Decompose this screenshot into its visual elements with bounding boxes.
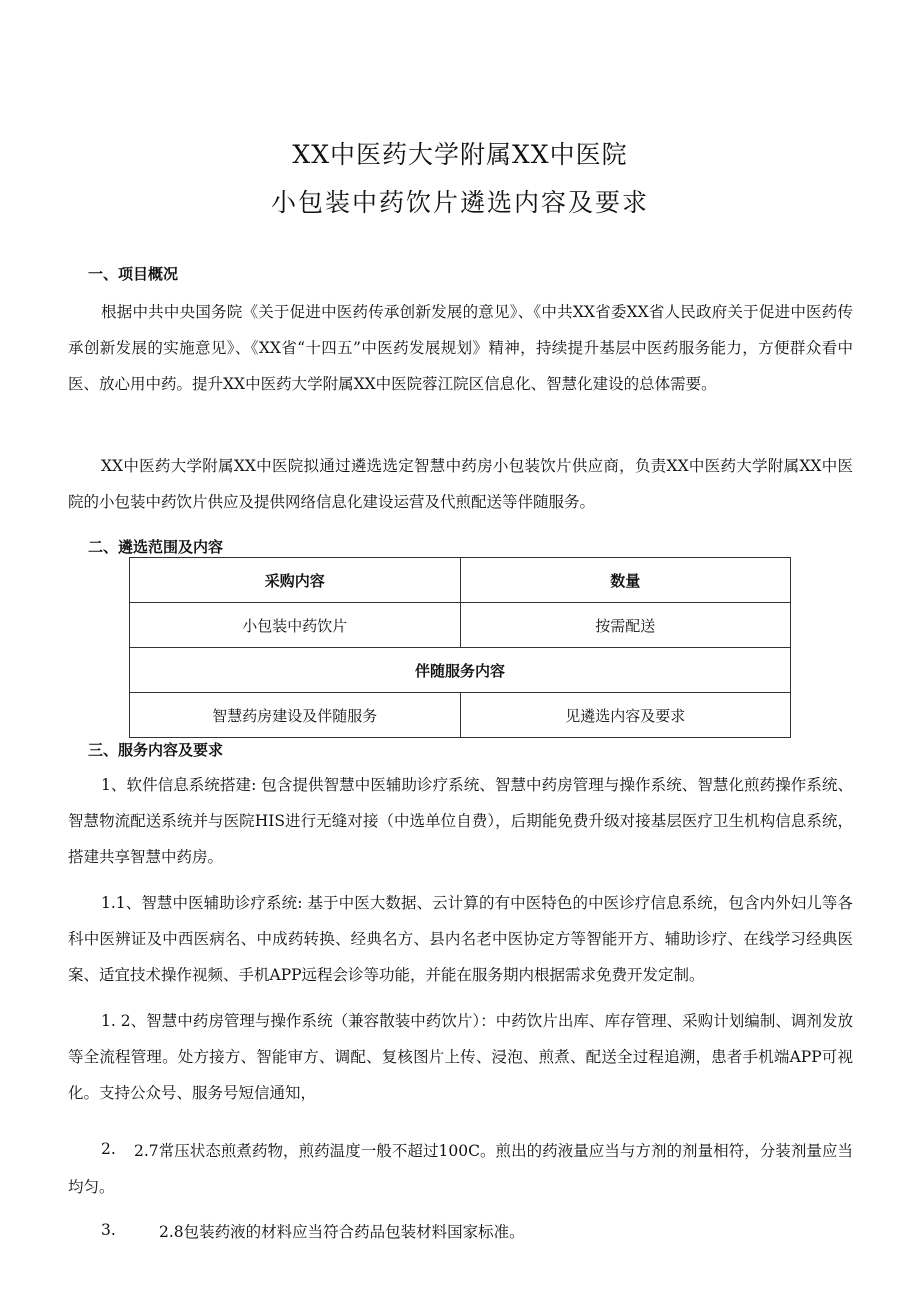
document-title-line2: 小包装中药饮片遴选内容及要求 — [270, 188, 649, 217]
table-header-service: 伴随服务内容 — [130, 648, 791, 693]
section3-item3: 2.8包装药液的材料应当符合药品包装材料国家标准。 — [159, 1223, 525, 1241]
table-row — [130, 558, 791, 603]
section1-heading: 一、项目概况 — [88, 265, 179, 283]
list-number-2: 2. — [101, 1140, 116, 1158]
section3-item1-2: 1. 2、智慧中药房管理与操作系统（兼容散装中药饮片）：中药饮片出库、库存管理、采购计划编制、调剂发放等全流程管理。处方接方、智能审方、调配、复核图片上传、浸泡、煎煮、配送全过程追溯，患者手机端APP可视化。支持公众号、服务号短信通知， — [68, 1012, 853, 1102]
section3-item2: 2.7常压状态煎煮药物，煎药温度一般不超过100C。煎出的药液量应当与方剂的剂量相符，分装剂量应当均匀。 — [68, 1142, 853, 1196]
table-cell: 小包装中药饮片 — [130, 603, 461, 648]
table-row — [130, 648, 791, 693]
scope-table — [129, 557, 791, 738]
table-row — [130, 603, 791, 648]
section1-paragraph2: XX中医药大学附属XX中医院拟通过遴选选定智慧中药房小包装饮片供应商，负责XX中医药大学附属XX中医院的小包装中药饮片供应及提供网络信息化建设运营及代煎配送等伴随服务。 — [68, 457, 853, 511]
table-header-quantity: 数量 — [460, 558, 791, 603]
table-header-content: 采购内容 — [130, 558, 461, 603]
list-number-3: 3. — [101, 1221, 116, 1239]
table-row — [130, 693, 791, 738]
section3-item1-1: 1.1、智慧中医辅助诊疗系统: 基于中医大数据、云计算的有中医特色的中医诊疗信息系统，包含内外妇儿等各科中医辨证及中西医病名、中成药转换、经典名方、县内名老中医协定方等智能开方、辅助诊疗、在线学习经典医案、适宜技术操作视频、手机APP远程会诊等功能，并能在服务期内根据需求免费开发定制。 — [68, 894, 853, 984]
table-cell: 见遴选内容及要求 — [460, 693, 791, 738]
document-title-line1: XX中医药大学附属XX中医院 — [292, 140, 628, 169]
section1-paragraph1: 根据中共中央国务院《关于促进中医药传承创新发展的意见》、《中共XX省委XX省人民政府关于促进中医药传承创新发展的实施意见》、《XX省“十四五”中医药发展规划》精神，持续提升基层中医药服务能力，方便群众看中医、放心用中药。提升XX中医药大学附属XX中医院蓉江院区信息化、智慧化建设的总体需要。 — [68, 303, 853, 393]
section3-item1: 1、软件信息系统搭建: 包含提供智慧中医辅助诊疗系统、智慧中药房管理与操作系统、智慧化煎药操作系统、智慧物流配送系统并与医院HIS进行无缝对接（中选单位自费），后期能免费升级对接基层医疗卫生机构信息系统，搭建共享智慧中药房。 — [68, 776, 853, 866]
section2-heading: 二、遴选范围及内容 — [88, 538, 224, 556]
table-cell: 智慧药房建设及伴随服务 — [130, 693, 461, 738]
section3-heading: 三、服务内容及要求 — [88, 741, 224, 759]
table-cell: 按需配送 — [460, 603, 791, 648]
